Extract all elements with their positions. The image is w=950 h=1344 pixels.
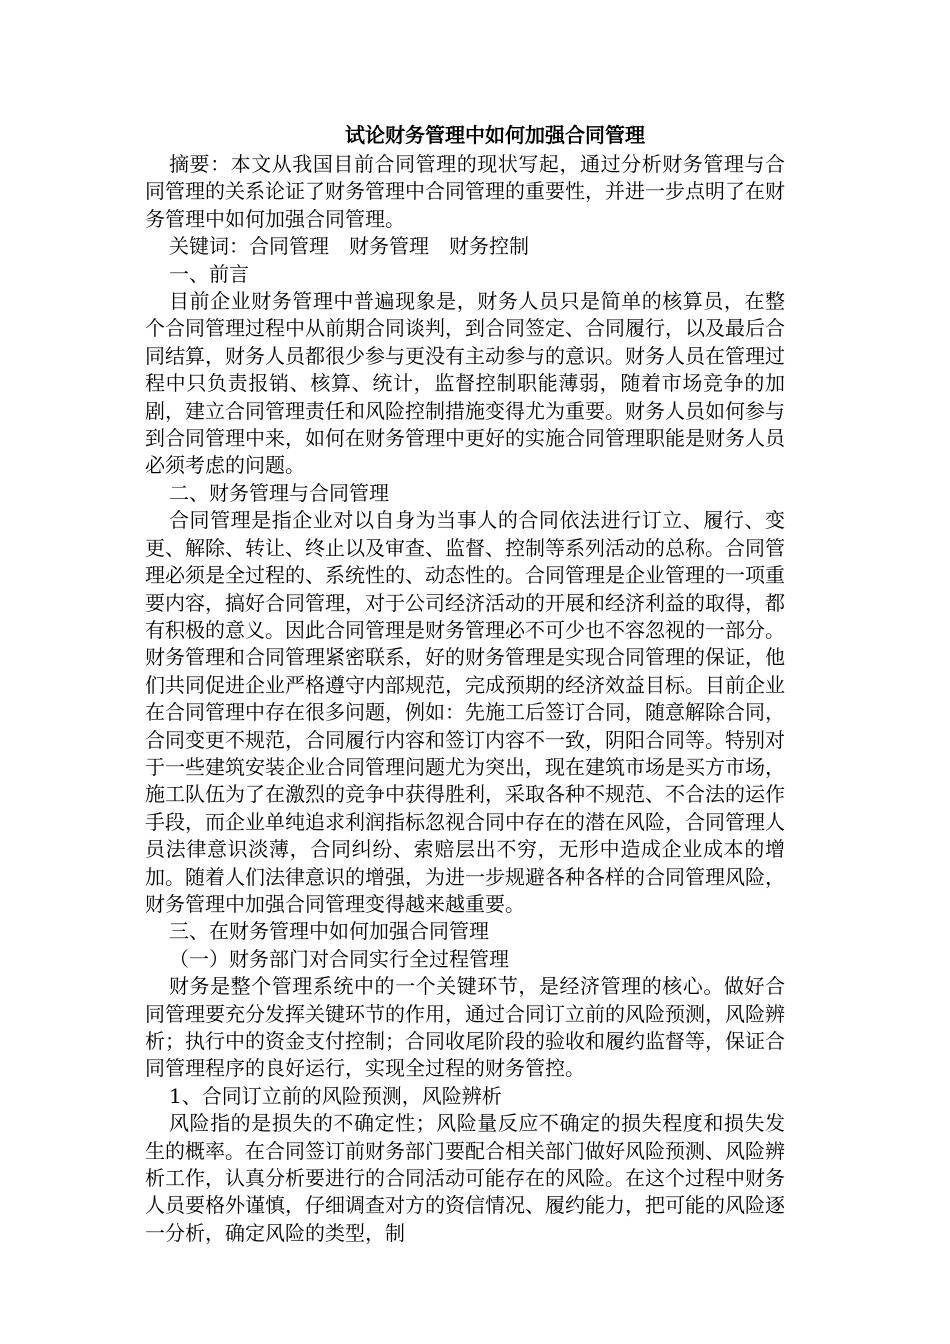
body-paragraph: 财务是整个管理系统中的一个关键环节，是经济管理的核心。做好合同管理要充分发挥关键环节的作用，通过合同订立前的风险预测，风险辨析；执行中的资金支付控制；合同收尾阶段的验收和履约监督等，保证合同管理程序的良好运行，实现全过程的财务管控。 [145,974,785,1081]
document-page [145,120,785,1247]
body-paragraph: 风险指的是损失的不确定性；风险量反应不确定的损失程度和损失发生的概率。在合同签订前财务部门要配合相关部门做好风险预测、风险辨析工作，认真分析要进行的合同活动可能存在的风险。在这个过程中财务人员要格外谨慎，仔细调查对方的资信情况、履约能力，把可能的风险逐一分析，确定风险的类型，制 [145,1111,785,1245]
body-paragraph: 合同管理是指企业对以自身为当事人的合同依法进行订立、履行、变更、解除、转让、终止以及审查、监督、控制等系列活动的总称。合同管理必须是全过程的、系统性的、动态性的。合同管理是企业管理的一项重要内容，搞好合同管理，对于公司经济活动的开展和经济利益的取得，都有积极的意义。因此合同管理是财务管理必不可少也不容忽视的一部分。财务管理和合同管理紧密联系，好的财务管理是实现合同管理的保证，他们共同促进企业严格遵守内部规范，完成预期的经济效益目标。目前企业在合同管理中存在很多问题，例如：先施工后签订合同，随意解除合同，合同变更不规范，合同履行内容和签订内容不一致，阴阳合同等。特别对于一些建筑安装企业合同管理问题尤为突出，现在建筑市场是买方市场，施工队伍为了在激烈的竞争中获得胜利，采取各种不规范、不合法的运作手段，而企业单纯追求利润指标忽视合同中存在的潜在风险，合同管理人员法律意识淡薄，合同纠纷、索赔层出不穷，无形中造成企业成本的增加。随着人们法律意识的增强，为进一步规避各种各样的合同管理风险，财务管理中加强合同管理变得越来越重要。 [145,508,785,916]
section-heading-preface: 一、前言 [169,261,249,286]
subsection-heading-risk-prediction: 1、合同订立前的风险预测，风险辨析 [169,1083,502,1108]
abstract-paragraph: 摘要：本文从我国目前合同管理的现状写起，通过分析财务管理与合同管理的关系论证了财务管理中合同管理的重要性，并进一步点明了在财务管理中如何加强合同管理。 [145,152,785,231]
body-paragraph: 目前企业财务管理中普遍现象是，财务人员只是简单的核算员，在整个合同管理过程中从前期合同谈判，到合同签定、合同履行，以及最后合同结算，财务人员都很少参与更没有主动参与的意识。财务人员在管理过程中只负责报销、核算、统计，监督控制职能薄弱，随着市场竞争的加剧，建立合同管理责任和风险控制措施变得尤为重要。财务人员如何参与到合同管理中来，如何在财务管理中更好的实施合同管理职能是财务人员必须考虑的问题。 [145,289,785,478]
document-title: 试论财务管理中如何加强合同管理 [345,123,645,147]
subsection-heading-full-process: （一）财务部门对合同实行全过程管理 [169,946,509,971]
section-heading-how-to-strengthen: 三、在财务管理中如何加强合同管理 [169,919,489,944]
keywords-paragraph: 关键词：合同管理 财务管理 财务控制 [169,234,529,259]
section-heading-finance-and-contract: 二、财务管理与合同管理 [169,480,389,505]
